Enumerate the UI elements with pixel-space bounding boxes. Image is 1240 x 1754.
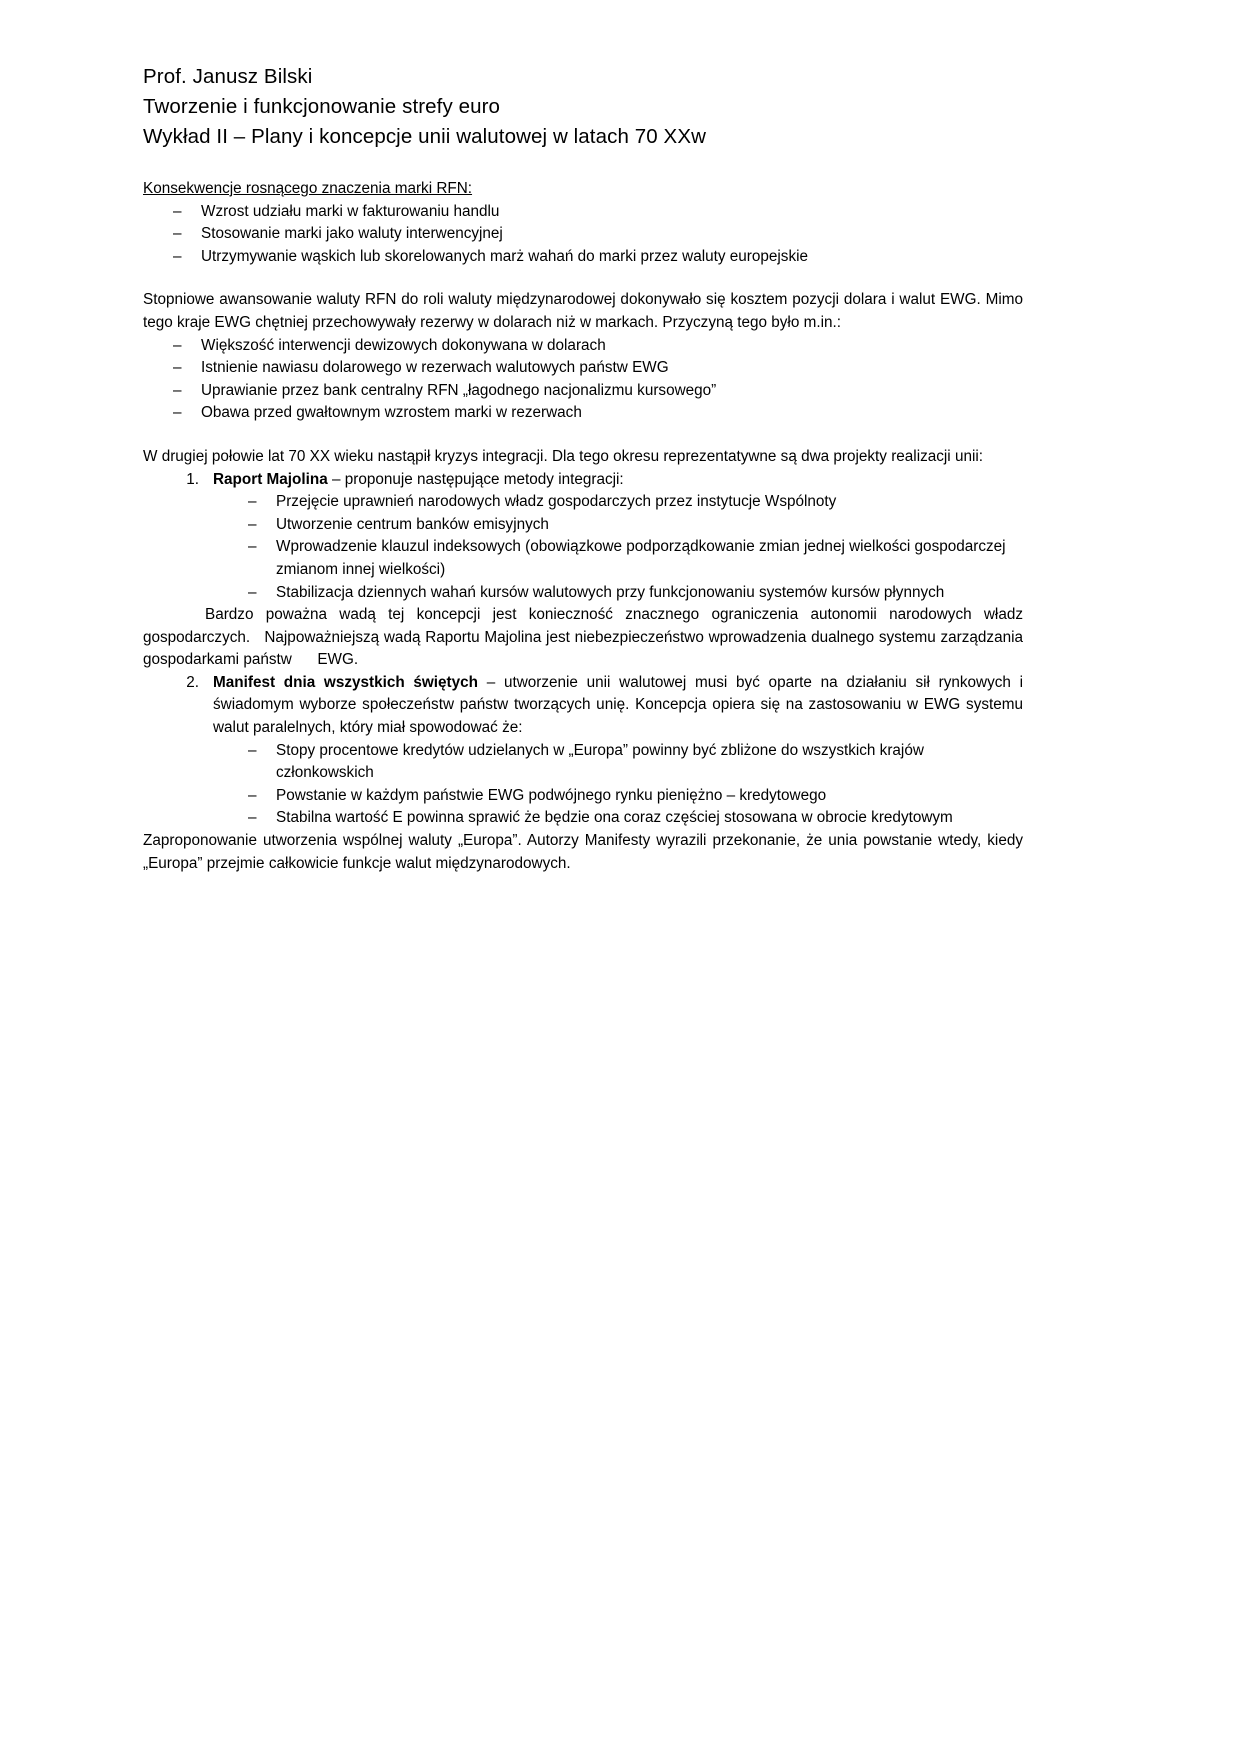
list-item-raport-majolina <box>173 469 1023 492</box>
majolina-commentary <box>143 604 1023 672</box>
item-title: Manifest dnia wszystkich świętych <box>213 673 479 691</box>
commentary-gap <box>250 629 264 646</box>
list-item: – Przejęcie uprawnień narodowych władz gospodarczych przez instytucje Wspólnoty <box>248 491 1023 514</box>
item-number: 1. <box>186 470 199 488</box>
section-consequences <box>143 178 1023 268</box>
projects-list <box>143 469 1023 492</box>
item-lead: – proponuje następujące metody integracji: <box>327 470 624 488</box>
section3-intro: W drugiej połowie lat 70 XX wieku nastąpił kryzys integracji. Dla tego okresu reprezentatywne są dwa projekty realizacji unii: <box>143 447 984 465</box>
author-line: Prof. Janusz Bilski <box>143 65 313 88</box>
list-item: – Stabilizacja dziennych wahań kursów walutowych przy funkcjonowaniu systemów kursów płynnych <box>248 582 1023 605</box>
section2-paragraph: Stopniowe awansowanie waluty RFN do roli waluty międzynarodowej dokonywało się kosztem pozycji dolara i walut EWG. Mimo tego kraje EWG chętniej przechowywały rezerwy w dolarach niż w markach. Przyczyną tego było m.in.: <box>143 291 1023 331</box>
list-item: – Wprowadzenie klauzul indeksowych (obowiązkowe podporządkowanie zmian jednej wielkości gospodarczej zmianom innej wielkości) <box>248 536 1023 581</box>
list-item: – Utworzenie centrum banków emisyjnych <box>248 514 1023 537</box>
commentary-gap2 <box>292 651 318 668</box>
lecture-line: Wykład II – Plany i koncepcje unii walutowej w latach 70 XXw <box>143 125 707 148</box>
document-header <box>143 62 1023 152</box>
list-item: – Stabilna wartość E powinna sprawić że będzie ona coraz częściej stosowana w obrocie kredytowym <box>248 807 1023 830</box>
section1-heading: Konsekwencje rosnącego znaczenia marki RFN: <box>143 180 473 197</box>
list-item: – Wzrost udziału marki w fakturowaniu handlu <box>173 201 1023 224</box>
course-line: Tworzenie i funkcjonowanie strefy euro <box>143 95 501 118</box>
list-item: – Uprawianie przez bank centralny RFN „łagodnego nacjonalizmu kursowego” <box>173 380 1023 403</box>
spacer <box>143 425 1023 446</box>
majolina-bullet-list <box>143 491 1023 604</box>
list-item: – Stosowanie marki jako waluty interwencyjnej <box>173 223 1023 246</box>
section2-bullet-list <box>143 335 1023 425</box>
list-item: – Powstanie w każdym państwie EWG podwójnego rynku pieniężno – kredytowego <box>248 785 1023 808</box>
section-projects <box>143 446 1023 875</box>
item-title: Raport Majolina <box>213 470 328 488</box>
item-lead: – utworzenie unii walutowej musi być oparte na działaniu sił rynkowych i świadomym wyborze społeczeństw państw tworzących unię. Koncepcja opiera się na zastosowaniu w EWG systemu walut paralelnych, który miał spowodować że: <box>213 673 1023 737</box>
list-item: – Stopy procentowe kredytów udzielanych w „Europa” powinny być zbliżone do wszystkich krajów członkowskich <box>248 740 1023 785</box>
commentary-part1: Bardzo poważna wadą tej koncepcji jest konieczność znacznego ograniczenia autonomii narodowych władz gospodarczych. <box>143 606 1023 646</box>
manifest-closing: Zaproponowanie utworzenia wspólnej waluty „Europa”. Autorzy Manifesty wyrazili przekonanie, że unia powstanie wtedy, kiedy „Europa” przejmie całkowicie funkcje walut międzynarodowych. <box>143 832 1023 872</box>
commentary-part3: EWG. <box>317 651 359 669</box>
list-item: – Obawa przed gwałtownym wzrostem marki w rezerwach <box>173 402 1023 425</box>
manifest-bullet-list <box>143 740 1023 830</box>
list-item: – Utrzymywanie wąskich lub skorelowanych marż wahań do marki przez waluty europejskie <box>173 246 1023 269</box>
document-content <box>143 62 1023 875</box>
commentary-part2: Najpoważniejszą wadą Raportu Majolina jest niebezpieczeństwo wprowadzenia dualnego systemu zarządzania gospodarkami państw <box>143 628 1023 669</box>
spacer <box>143 268 1023 289</box>
item-number: 2. <box>186 673 199 691</box>
spacer <box>143 152 1023 178</box>
projects-list-2 <box>143 672 1023 740</box>
list-item: – Istnienie nawiasu dolarowego w rezerwach walutowych państw EWG <box>173 357 1023 380</box>
section-reserves <box>143 289 1023 425</box>
list-item: – Większość interwencji dewizowych dokonywana w dolarach <box>173 335 1023 358</box>
section1-bullet-list <box>143 201 1023 269</box>
list-item-manifest <box>173 672 1023 740</box>
